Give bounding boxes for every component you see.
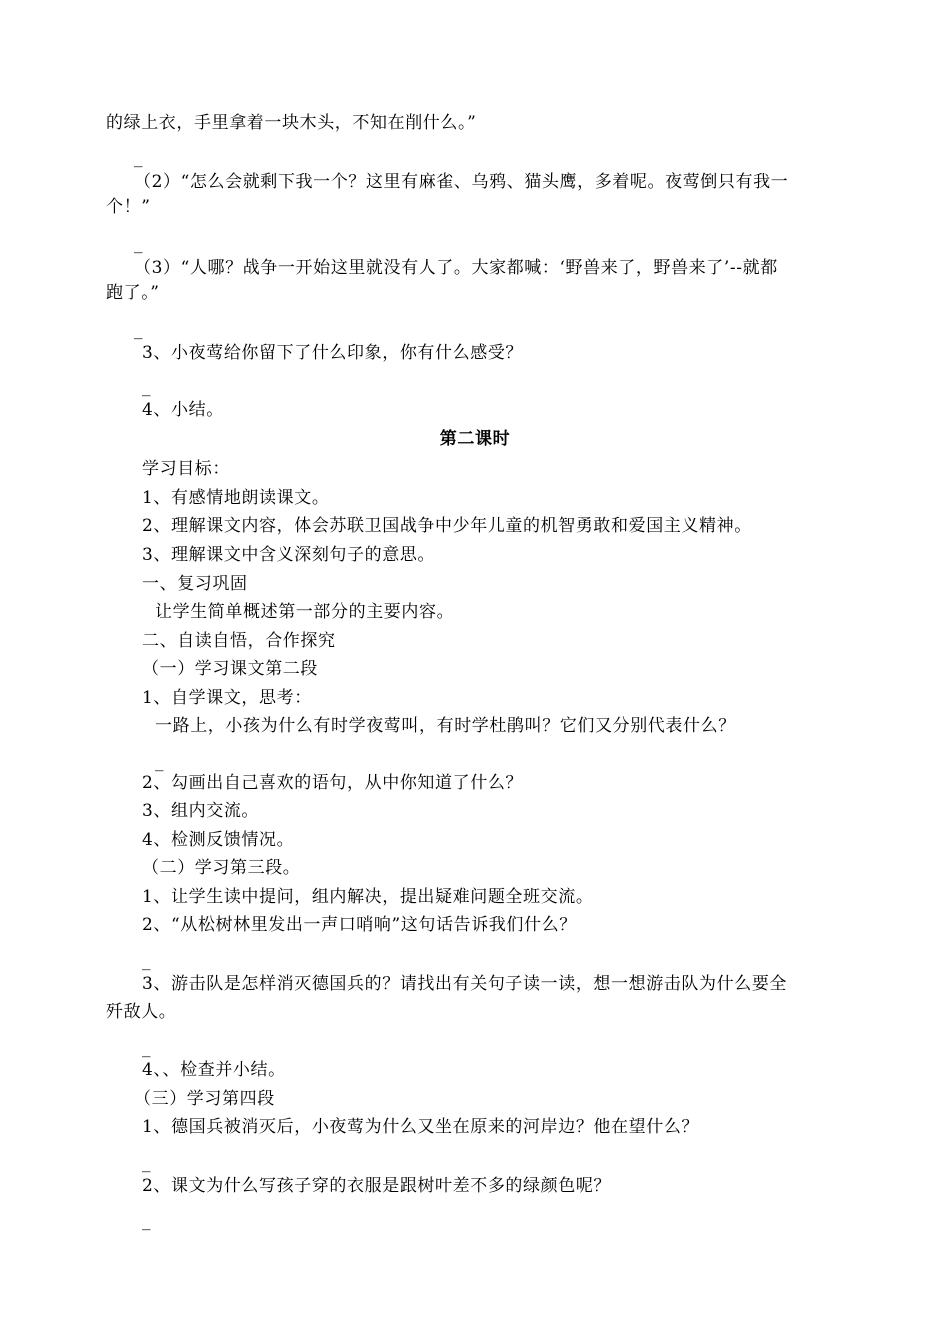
text-line: （2）“怎么会就剩下我一个？这里有麻雀、乌鸦、猫头鹰，多着呢。夜莺倒只有我一 [134, 172, 789, 192]
text-line: 1、德国兵被消灭后，小夜莺为什么又坐在原来的河岸边？他在望什么？ [142, 1117, 700, 1137]
text-line: （三）学习第四段 [134, 1089, 275, 1109]
text-line: 4、、检查并小结。 [142, 1060, 286, 1080]
text-line: 1、让学生读中提问，组内解决，提出疑难问题全班交流。 [142, 887, 594, 907]
text-line: 3、组内交流。 [142, 801, 260, 821]
section-title: 第二课时 [439, 429, 511, 449]
answer-blank: _ [142, 1038, 151, 1058]
text-line: 一、复习巩固 [142, 574, 248, 594]
text-line: （一）学习课文第二段 [142, 659, 318, 679]
text-line: 3、小夜莺给你留下了什么印象，你有什么感受？ [142, 343, 524, 363]
text-line: （二）学习第三段。 [142, 858, 301, 878]
text-line: 1、有感情地朗读课文。 [142, 488, 330, 508]
text-line: 2、课文为什么写孩子穿的衣服是跟树叶差不多的绿颜色呢？ [142, 1176, 612, 1196]
answer-blank: _ [142, 1211, 151, 1231]
answer-blank: _ [142, 951, 151, 971]
text-line: 学习目标： [142, 459, 230, 479]
answer-blank: _ [142, 1153, 151, 1173]
answer-blank: _ [134, 148, 143, 168]
text-line: 3、理解课文中含义深刻句子的意思。 [142, 545, 436, 565]
text-line: 2、理解课文内容，体会苏联卫国战争中少年儿童的机智勇敢和爱国主义精神。 [142, 516, 752, 536]
answer-blank: _ [134, 320, 143, 340]
text-line: 2、勾画出自己喜欢的语句，从中你知道了什么？ [142, 773, 524, 793]
text-line: 3、游击队是怎样消灭德国兵的？请找出有关句子读一读，想一想游击队为什么要全 [142, 974, 788, 994]
text-line: （3）“人哪？战争一开始这里就没有人了。大家都喊：‘野兽来了，野兽来了’--就都 [134, 258, 778, 278]
text-line: 4、检测反馈情况。 [142, 830, 295, 850]
text-line: 歼敌人。 [106, 1002, 177, 1022]
answer-blank: _ [155, 752, 164, 772]
text-line: 2、“从松树林里发出一声口哨响”这句话告诉我们什么？ [142, 915, 577, 935]
text-line: 的绿上衣，手里拿着一块木头，不知在削什么。” [106, 113, 477, 133]
text-line: 二、自读自悟，合作探究 [142, 631, 336, 651]
text-line: 1、自学课文，思考： [142, 688, 312, 708]
answer-blank: _ [142, 377, 151, 397]
text-line: 跑了。” [106, 283, 160, 303]
text-line: 让学生简单概述第一部分的主要内容。 [155, 602, 455, 622]
answer-blank: _ [134, 234, 143, 254]
text-line: 一路上，小孩为什么有时学夜莺叫，有时学杜鹃叫？它们又分别代表什么？ [155, 716, 736, 736]
text-line: 个！” [106, 197, 151, 217]
text-line: 4、小结。 [142, 400, 224, 420]
